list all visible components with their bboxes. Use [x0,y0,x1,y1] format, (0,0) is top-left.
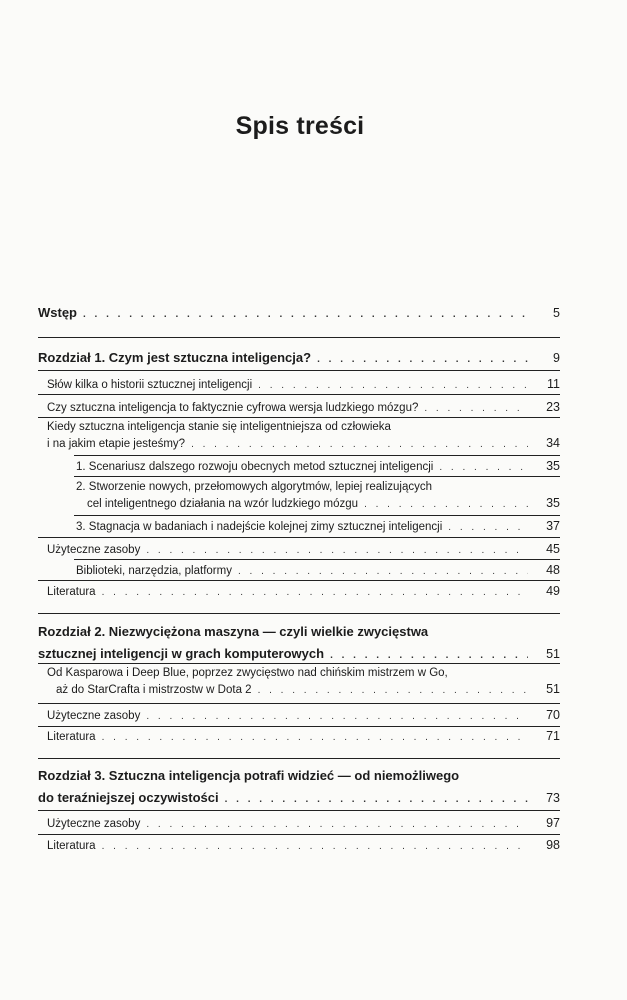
entry-label: Literatura [47,731,96,743]
entry-label: aż do StarCrafta i mistrzostw w Dota 2 [56,684,252,696]
toc-entry[interactable] [47,708,560,722]
divider [38,834,560,835]
entry-page: 35 [546,496,560,510]
divider [38,758,560,759]
entry-page: 23 [546,400,560,414]
leader-dots [424,403,528,414]
entry-label: Użyteczne zasoby [47,544,141,556]
leader-dots [258,380,528,391]
leader-dots [102,732,528,743]
divider [38,613,560,614]
entry-label: do teraźniejszej oczywistości [38,790,219,805]
entry-page: 73 [546,791,560,805]
leader-dots [448,522,528,533]
divider [38,370,560,371]
entry-label: i na jakim etapie jesteśmy? [47,438,186,450]
divider [74,515,560,516]
leader-dots [83,309,528,320]
divider [38,580,560,581]
toc-entry[interactable] [47,584,560,598]
entry-page: 49 [546,584,560,598]
entry-page: 70 [546,708,560,722]
entry-label: Wstęp [38,305,77,320]
divider [74,476,560,477]
toc-entry[interactable] [47,377,560,391]
entry-label: Literatura [47,586,96,598]
entry-page: 5 [553,306,560,320]
entry-label-line1: 2. Stworzenie nowych, przełomowych algorytmów, lepiej realizujących [76,481,433,493]
entry-page: 98 [546,838,560,852]
toc-entry[interactable] [47,838,560,852]
entry-label-line1: Rozdział 2. Niezwyciężona maszyna — czyli wielkie zwycięstwa [38,624,429,639]
toc-entry[interactable] [47,421,560,450]
divider [38,726,560,727]
divider [38,337,560,338]
toc-entry-chapter-3[interactable] [38,768,560,805]
divider [38,810,560,811]
divider [74,559,560,560]
leader-dots [225,794,528,805]
leader-dots [146,819,528,830]
entry-page: 71 [546,729,560,743]
leader-dots [146,545,528,556]
entry-label: Biblioteki, narzędzia, platformy [76,565,232,577]
divider [38,417,560,418]
toc-entry[interactable] [47,816,560,830]
divider [38,537,560,538]
entry-label-line1: Rozdział 3. Sztuczna inteligencja potrafi widzieć — od niemożliwego [38,768,460,783]
entry-label: 1. Scenariusz dalszego rozwoju obecnych metod sztucznej inteligencji [76,461,434,473]
entry-label-line1: Od Kasparowa i Deep Blue, poprzez zwycięstwo nad chińskim mistrzem w Go, [47,667,448,679]
divider [38,394,560,395]
page-title: Spis treści [235,112,365,140]
divider [38,663,560,664]
entry-label: Użyteczne zasoby [47,818,141,830]
toc-entry[interactable] [47,729,560,743]
toc-entry[interactable] [47,400,560,414]
toc-entry-chapter-1[interactable] [38,350,560,365]
entry-label: Użyteczne zasoby [47,710,141,722]
toc-entry[interactable] [76,459,560,473]
divider [38,703,560,704]
entry-label: Rozdział 1. Czym jest sztuczna inteligencja? [38,350,312,365]
toc-entry[interactable] [47,667,560,696]
leader-dots [191,439,528,450]
entry-page: 37 [546,519,560,533]
entry-page: 48 [546,563,560,577]
entry-label: 3. Stagnacja w badaniach i nadejście kolejnej zimy sztucznej inteligencji [76,521,443,533]
entry-page: 97 [546,816,560,830]
leader-dots [330,650,528,661]
leader-dots [439,462,528,473]
leader-dots [146,711,528,722]
entry-page: 35 [546,459,560,473]
toc-entry-intro[interactable] [38,305,560,320]
entry-page: 11 [547,377,560,391]
toc-entry[interactable] [76,481,560,510]
entry-page: 51 [546,682,560,696]
entry-label: cel inteligentnego działania na wzór ludzkiego mózgu [87,498,359,510]
entry-page: 9 [553,351,560,365]
entry-page: 51 [546,647,560,661]
leader-dots [258,685,528,696]
divider [74,455,560,456]
toc-entry[interactable] [76,519,560,533]
entry-label: sztucznej inteligencji w grach komputerowych [38,646,325,661]
leader-dots [102,841,528,852]
toc-entry[interactable] [47,542,560,556]
leader-dots [102,587,528,598]
entry-label: Słów kilka o historii sztucznej inteligencji [47,379,253,391]
toc-entry[interactable] [76,563,560,577]
toc-entry-chapter-2[interactable] [38,624,560,661]
entry-page: 45 [546,542,560,556]
entry-label: Czy sztuczna inteligencja to faktycznie cyfrowa wersja ludzkiego mózgu? [47,402,419,414]
entry-page: 34 [546,436,560,450]
leader-dots [317,354,528,365]
leader-dots [364,499,528,510]
leader-dots [238,566,528,577]
entry-label-line1: Kiedy sztuczna inteligencja stanie się inteligentniejsza od człowieka [47,421,391,433]
entry-label: Literatura [47,840,96,852]
